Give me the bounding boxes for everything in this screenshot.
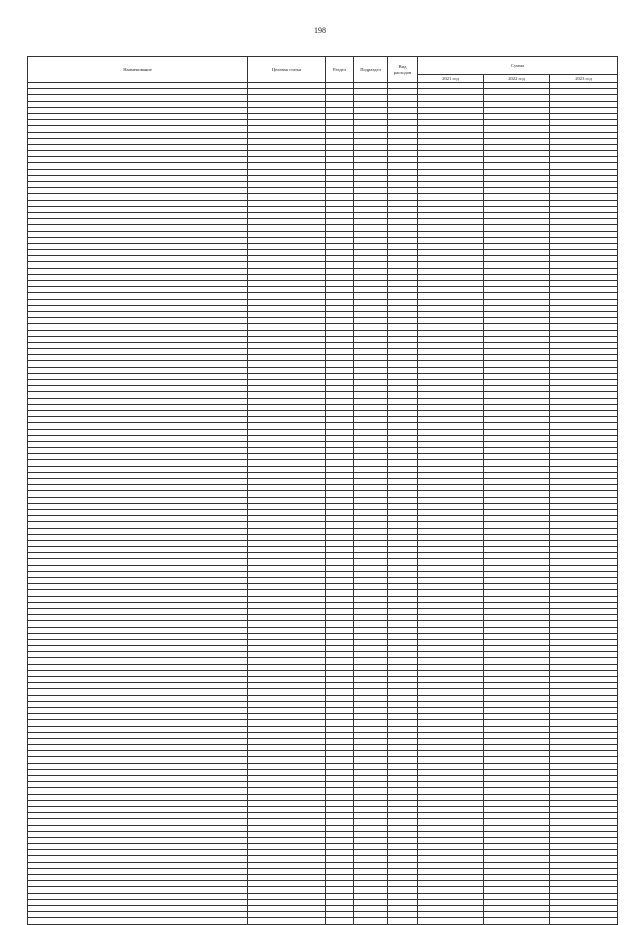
budget-table [27, 56, 618, 925]
header-section: Раздел [326, 57, 354, 83]
header-2023: 2023 год [550, 75, 618, 83]
cell-y2021 [418, 918, 484, 924]
header-2021: 2021 год [418, 75, 484, 83]
header-subsection: Подраздел [354, 57, 388, 83]
header-expense-type: Вид расходов [388, 57, 418, 83]
table-row [28, 918, 618, 924]
page-number: 198 [314, 26, 326, 35]
header-sum: Сумма [418, 57, 618, 75]
cell-target [248, 918, 326, 924]
cell-expense-type [388, 918, 418, 924]
table-body [28, 83, 618, 925]
header-name: Наименование [28, 57, 248, 83]
cell-subsection [354, 918, 388, 924]
cell-section [326, 918, 354, 924]
cell-y2023 [550, 918, 618, 924]
header-2022: 2022 год [484, 75, 550, 83]
header-target: Целевая статья [248, 57, 326, 83]
cell-y2022 [484, 918, 550, 924]
budget-sheet [27, 56, 617, 891]
cell-name [28, 918, 248, 924]
